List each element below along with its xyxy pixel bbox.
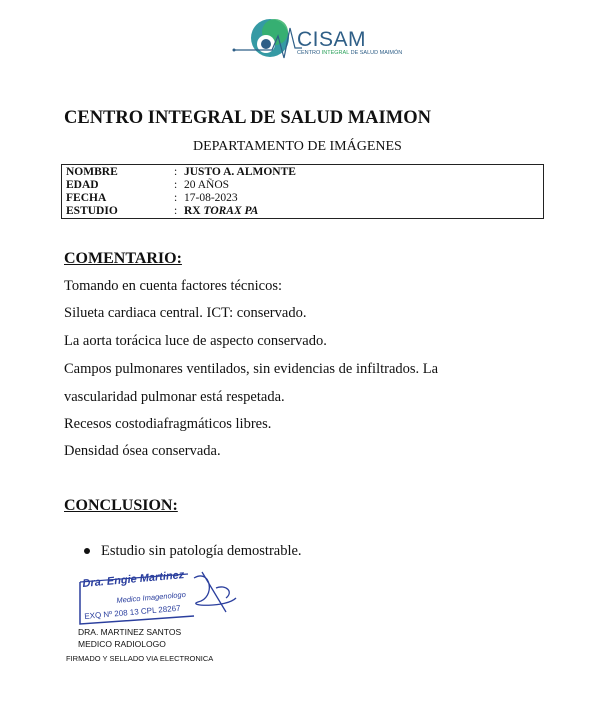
info-label: ESTUDIO [66,205,118,217]
department-subtitle: DEPARTAMENTO DE IMÁGENES [193,139,402,154]
stamp-name: Dra. Engie Martinez [82,569,185,590]
doctor-role: MEDICO RADIOLOGO [78,639,166,649]
info-separator: : [174,179,178,191]
page-title: CENTRO INTEGRAL DE SALUD MAIMON [64,108,431,128]
logo-subtitle [297,50,402,56]
info-value-age: 20 AÑOS [184,179,230,191]
info-row-estudio [66,205,258,218]
info-row-nombre [66,166,296,179]
doctor-stamp [76,568,241,628]
stamp-title: Medico Imagenologo [116,589,187,605]
comentario-line: La aorta torácica luce de aspecto conservado. [64,333,327,349]
comentario-line: Silueta cardiaca central. ICT: conservado. [64,305,307,321]
info-value-study-prefix: RX [184,205,204,217]
comentario-line: vascularidad pulmonar está respetada. [64,389,285,405]
stamp-codes: EXQ Nº 208 13 CPL 28267 [84,603,181,621]
logo-subtitle-part: DE SALUD MAIMÓN [349,50,403,56]
info-separator: : [174,205,178,217]
doctor-name: DRA. MARTINEZ SANTOS [78,627,182,637]
signature-footer: FIRMADO Y SELLADO VIA ELECTRONICA [66,654,214,663]
bullet-icon [84,548,90,554]
info-value-study: TORAX PA [203,205,259,217]
info-label: NOMBRE [66,166,118,178]
info-value-date: 17-08-2023 [184,192,238,204]
comentario-line: Tomando en cuenta factores técnicos: [64,278,283,294]
comentario-line: Recesos costodiafragmáticos libres. [64,416,272,432]
conclusion-item: Estudio sin patología demostrable. [101,543,302,559]
info-label: FECHA [66,192,107,204]
info-separator: : [174,166,178,178]
info-separator: : [174,192,178,204]
conclusion-heading: CONCLUSION: [64,497,178,514]
patient-info-box [61,164,544,219]
comentario-line: Densidad ósea conservada. [64,443,221,459]
info-row-edad [66,179,229,192]
logo-subtitle-part: CENTRO [297,50,322,56]
info-row-fecha [66,192,238,205]
logo-wordmark: CISAM [297,28,367,51]
comentario-line: Campos pulmonares ventilados, sin evidencias de infiltrados. La [64,361,439,377]
comentario-heading: COMENTARIO: [64,250,182,267]
logo-subtitle-highlight: INTEGRAL [321,50,350,56]
info-label: EDAD [66,179,99,191]
info-value-name: JUSTO A. ALMONTE [184,166,296,178]
